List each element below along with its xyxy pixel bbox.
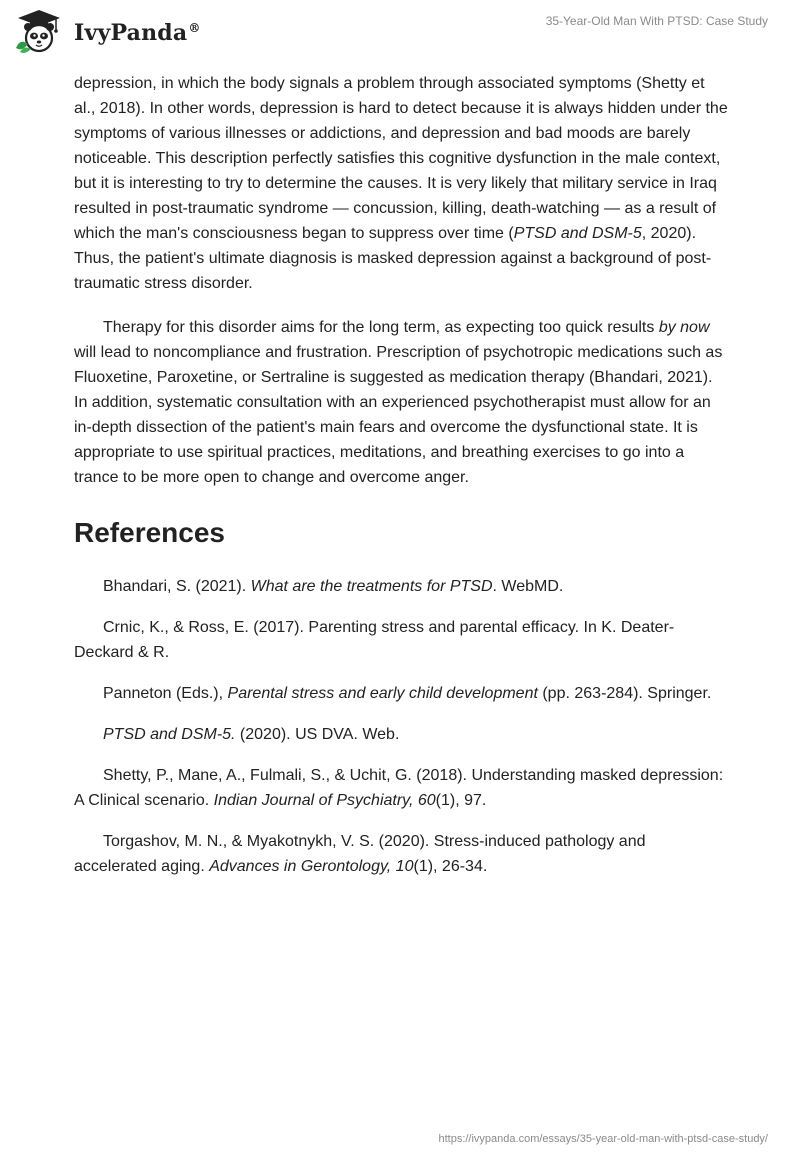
source-url-link[interactable]: https://ivypanda.com/essays/35-year-old-man-with-ptsd-case-study/: [438, 1133, 768, 1145]
body-paragraph: Therapy for this disorder aims for the long term, as expecting too quick results by now will lead to noncompliance and frustration. Prescription of psychotropic medications such as Fluoxetine, Paroxetine, or Sertraline is suggested as medication therapy (Bhandari, 2021). In addition, systematic consultation with an experienced psychotherapist must allow for an in-depth dissection of the patient's main fears and overcome the dysfunctional state. It is appropriate to use spiritual practices, meditations, and breathing exercises to go into a trance to be more open to change and overcome anger.: [74, 319, 723, 486]
ivypanda-logo[interactable]: [14, 8, 201, 54]
reference-item: Crnic, K., & Ross, E. (2017). Parenting stress and parental efficacy. In K. Deater-Deckard & R.: [74, 619, 675, 661]
reference-item: Torgashov, M. N., & Myakotnykh, V. S. (2020). Stress-induced pathology and accelerated aging. Advances in Gerontology, 10(1), 26-34.: [74, 833, 646, 875]
brand-name: IvyPanda®: [74, 20, 201, 46]
reference-item: Shetty, P., Mane, A., Fulmali, S., & Uchit, G. (2018). Understanding masked depression: A Clinical scenario. Indian Journal of Psychiatry, 60(1), 97.: [74, 767, 724, 809]
essay-content: [74, 71, 730, 895]
document-title: 35-Year-Old Man With PTSD: Case Study: [545, 14, 768, 28]
panda-logo-icon: [14, 8, 64, 54]
page-header: [0, 0, 800, 70]
reference-item: PTSD and DSM-5. (2020). US DVA. Web.: [103, 726, 400, 743]
references-heading: References: [74, 517, 225, 548]
body-paragraph: depression, in which the body signals a problem through associated symptoms (Shetty et al., 2018). In other words, depression is hard to detect because it is always hidden under the symptoms of various illnesses or addictions, and depression and bad moods are barely noticeable. This description perfectly satisfies this cognitive dysfunction in the male context, but it is interesting to try to determine the causes. It is very likely that military service in Iraq resulted in post-traumatic syndrome — concussion, killing, death-watching — as a result of which the man's consciousness began to suppress over time (PTSD and DSM-5, 2020). Thus, the patient's ultimate diagnosis is masked depression against a background of post-traumatic stress disorder.: [74, 75, 728, 292]
reference-item: Bhandari, S. (2021). What are the treatments for PTSD. WebMD.: [103, 578, 564, 595]
reference-item: Panneton (Eds.), Parental stress and early child development (pp. 263-284). Springer.: [103, 685, 712, 702]
